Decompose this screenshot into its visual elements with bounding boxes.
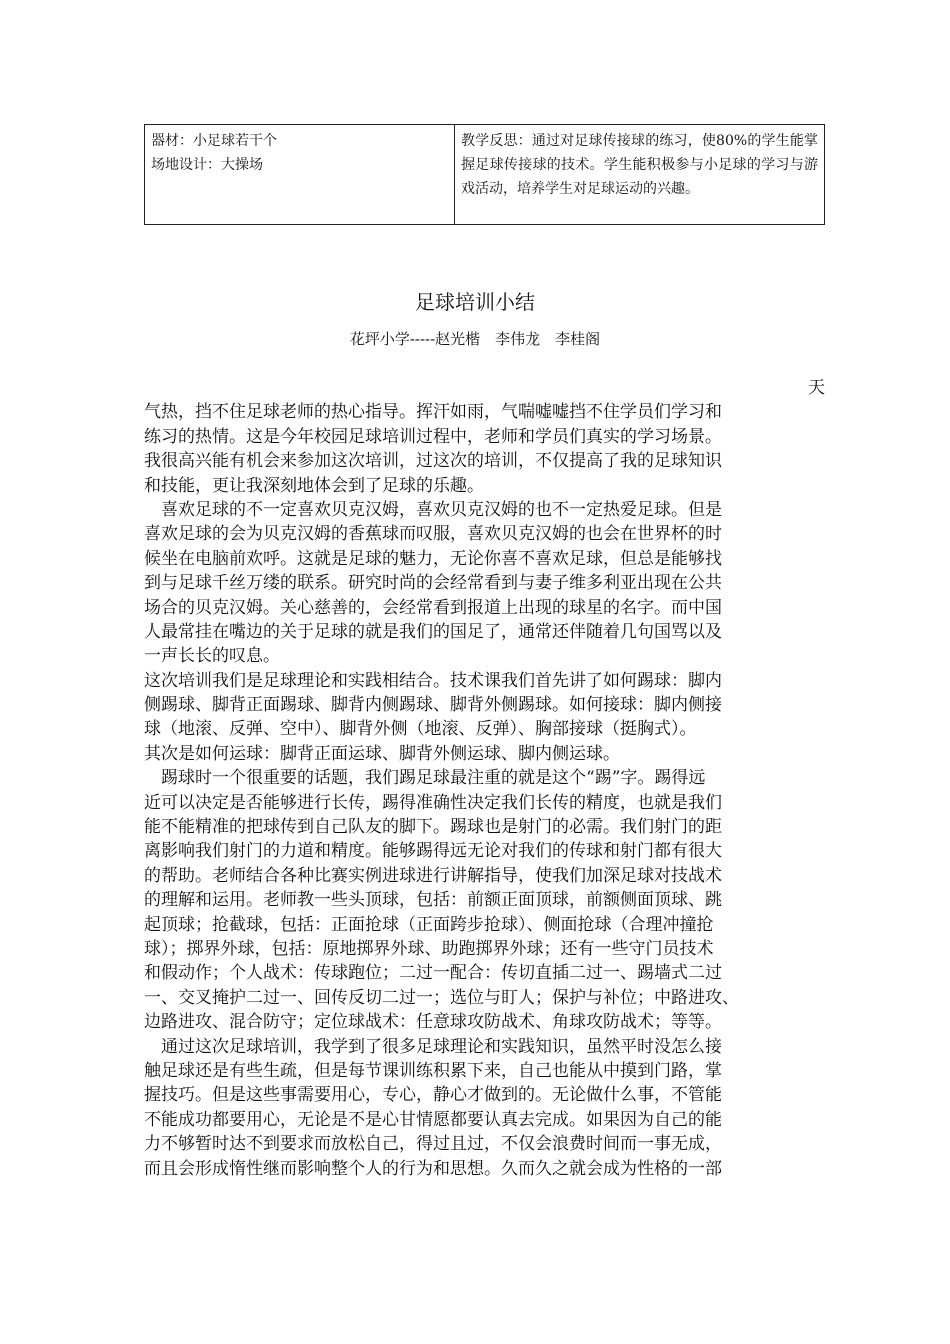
body-line: 侧踢球、脚背正面踢球、脚背内侧踢球、脚背外侧踢球。如何接球：脚内侧接: [144, 695, 722, 716]
body-line: 喜欢足球的不一定喜欢贝克汉姆，喜欢贝克汉姆的也不一定热爱足球。但是: [144, 499, 722, 520]
body-line: 的理解和运用。老师教一些头顶球，包括：前额正面顶球，前额侧面顶球、跳: [144, 890, 722, 911]
body-line: 场合的贝克汉姆。关心慈善的，会经常看到报道上出现的球星的名字。而中国: [144, 597, 722, 618]
body-line: 球）；掷界外球，包括：原地掷界外球、助跑掷界外球；还有一些守门员技术: [144, 938, 714, 959]
body-line: 起顶球；抢截球，包括：正面抢球（正面跨步抢球）、侧面抢球（合理冲撞抢: [144, 914, 714, 935]
body-line: 踢球时一个很重要的话题，我们踢足球最注重的就是这个“踢”字。踢得远: [144, 768, 706, 789]
body-line: 练习的热情。这是今年校园足球培训过程中，老师和学员们真实的学习场景。: [144, 426, 722, 447]
body-line: 不能成功都要用心，无论是不是心甘情愿都要认真去完成。如果因为自己的能: [144, 1109, 722, 1130]
body-line: 喜欢足球的会为贝克汉姆的香蕉球而叹服，喜欢贝克汉姆的也会在世界杯的时: [144, 524, 722, 545]
reflection-text: 教学反思：通过对足球传接球的练习，使80%的学生能掌握足球传接球的技术。学生能积极参与小足球的学习与游戏活动，培养学生对足球运动的兴趣。: [461, 133, 818, 197]
equipment-text: 器材：小足球若干个: [151, 133, 277, 149]
reflection-cell: [455, 125, 824, 224]
body-line: 气热，挡不住足球老师的热心指导。挥汗如雨，气喘嘘嘘挡不住学员们学习和: [144, 402, 722, 423]
body-line: 离影响我们射门的力道和精度。能够踢得远无论对我们的传球和射门都有很大: [144, 841, 722, 862]
body-line: 到与足球千丝万缕的联系。研究时尚的会经常看到与妻子维多利亚出现在公共: [144, 573, 722, 594]
venue-text: 场地设计：大操场: [151, 157, 263, 173]
body-line: 一、交叉掩护二过一、回传反切二过一；选位与盯人；保护与补位；中路进攻、: [144, 987, 739, 1008]
body-line: 力不够暂时达不到要求而放松自己，得过且过，不仅会浪费时间而一事无成，: [144, 1134, 722, 1155]
doc-body: [144, 376, 825, 1181]
body-line: 一声长长的叹息。: [144, 646, 280, 667]
body-line: 和技能，更让我深刻地体会到了足球的乐趣。: [144, 475, 484, 496]
body-line: 握技巧。但是这些事需要用心，专心，静心才做到的。无论做什么事，不管能: [144, 1085, 722, 1106]
doc-authors: 花坪小学-----赵光楷 李伟龙 李桂阁: [349, 330, 601, 348]
body-line: 球（地滚、反弹、空中）、脚背外侧（地滚、反弹）、胸部接球（挺胸式）。: [144, 719, 697, 740]
body-line: 能不能精准的把球传到自己队友的脚下。踢球也是射门的必需。我们射门的距: [144, 817, 722, 838]
body-line: 其次是如何运球：脚背正面运球、脚背外侧运球、脚内侧运球。: [144, 743, 620, 764]
equipment-cell: [145, 125, 455, 224]
body-line: 和假动作；个人战术：传球跑位；二过一配合：传切直插二过一、踢墙式二过: [144, 963, 722, 984]
body-line: 边路进攻、混合防守；定位球战术：任意球攻防战术、角球攻防战术；等等。: [144, 1012, 722, 1033]
body-line: 人最常挂在嘴边的关于足球的就是我们的国足了，通常还伴随着几句国骂以及: [144, 621, 722, 642]
doc-title: 足球培训小结: [415, 290, 535, 314]
body-line: 的帮助。老师结合各种比赛实例进球进行讲解指导，使我们加深足球对技战术: [144, 865, 722, 886]
body-line: 候坐在电脑前欢呼。这就是足球的魅力，无论你喜不喜欢足球，但总是能够找: [144, 548, 722, 569]
lead-char: 天: [808, 378, 825, 398]
body-line: 触足球还是有些生疏，但是每节课训练积累下来，自己也能从中摸到门路，掌: [144, 1060, 722, 1081]
body-line: 这次培训我们是足球理论和实践相结合。技术课我们首先讲了如何踢球：脚内: [144, 670, 722, 691]
body-line: 近可以决定是否能够进行长传，踢得准确性决定我们长传的精度，也就是我们: [144, 792, 722, 813]
body-line: 通过这次足球培训，我学到了很多足球理论和实践知识，虽然平时没怎么接: [144, 1036, 722, 1057]
body-line: 而且会形成惰性继而影响整个人的行为和思想。久而久之就会成为性格的一部: [144, 1158, 722, 1179]
body-line: 我很高兴能有机会来参加这次培训，过这次的培训，不仅提高了我的足球知识: [144, 451, 722, 472]
info-table: [144, 124, 825, 225]
